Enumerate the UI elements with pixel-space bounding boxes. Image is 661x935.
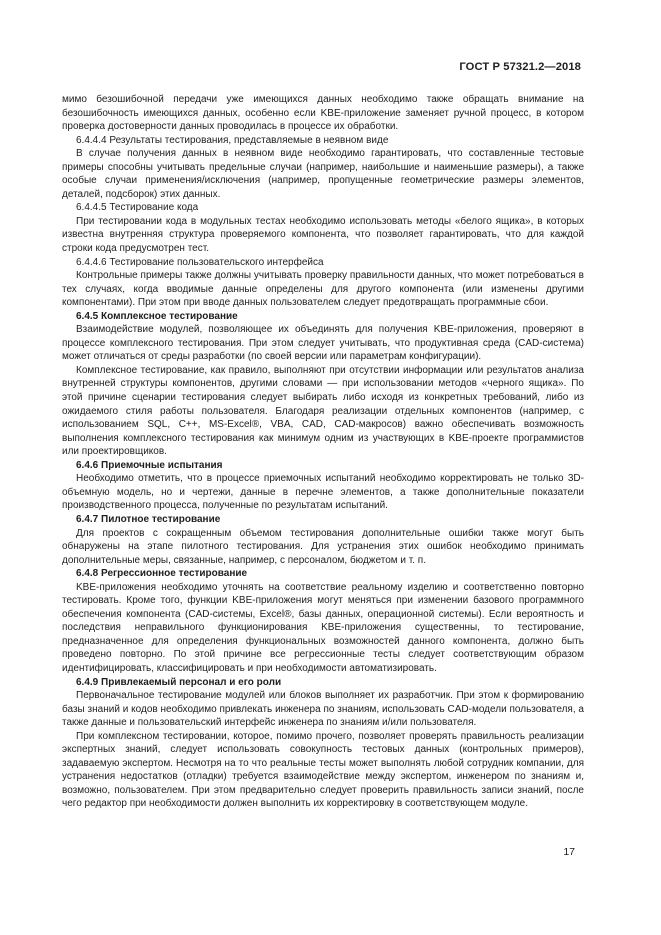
- section-heading: 6.4.8 Регрессионное тестирование: [76, 568, 248, 580]
- paragraph: При тестировании кода в модульных тестах необходимо использовать методы «белого ящика», в которых известна внутренняя структура проверяемого компонента, что позволяет гарантировать, что для каждой строки кода предусмотрен тест.: [62, 215, 584, 255]
- paragraph: Комплексное тестирование, как правило, выполняют при отсутствии информации или результатов анализа внутренней структуры компонентов, другими словами — при использовании методов «черного ящика». По этой причине сценарии тестирования следует выбирать либо исходя из конкретных требований, либо из ожидаемого стиля работы пользователя. Благодаря реализации отдельных компонентов (например, с использованием SQL, C++, MS-Excel®, VBA, CAD, CAD-макросов) важно обеспечивать возможность выполнения комплексного тестирования как минимум одним из участвующих в KBE-проекте программистов или проектировщиков.: [62, 364, 584, 458]
- paragraph: мимо безошибочной передачи уже имеющихся данных необходимо также обращать внимание на безошибочность имеющихся данных, особенно если KBE-приложение заменяет ручной процесс, в котором проверка достоверности данных проводилась в процессе их обработки.: [62, 94, 584, 133]
- section-heading: 6.4.9 Привлекаемый персонал и его роли: [76, 676, 282, 688]
- section-heading: 6.4.5 Комплексное тестирование: [76, 310, 238, 322]
- subsection-heading: 6.4.4.6 Тестирование пользовательского интерфейса: [76, 256, 324, 268]
- standard-header: ГОСТ Р 57321.2—2018: [459, 61, 581, 73]
- paragraph: Для проектов с сокращенным объемом тестирования дополнительные ошибки также могут быть обнаружены на этапе пилотного тестирования. Для устранения этих ошибок необходимо принимать дополнительные меры, связанные, например, с персоналом, бюджетом и т. п.: [62, 527, 584, 566]
- paragraph: При комплексном тестировании, которое, помимо прочего, позволяет проверять правильность реализации экспертных знаний, следует использовать совокупность тестовых данных (контрольных примеров), задаваемую экспертом. Несмотря на то что реальные тесты может выполнять любой сотрудник компании, для устранения недостатков (отладки) требуется взаимодействие между экспертом, инженером по знаниям и, возможно, пользователем. При этом предварительно следует проверить правильность записи знаний, после чего редактор при необходимости должен выполнить их корректировку в соответствующем модуле.: [62, 730, 584, 810]
- paragraph: Необходимо отметить, что в процессе приемочных испытаний необходимо корректировать не только 3D-объемную модель, но и чертежи, данные в перечне элементов, а также дополнительные показатели производственного процесса, полученные по результатам испытаний.: [62, 473, 584, 512]
- paragraph: Взаимодействие модулей, позволяющее их объединять для получения KBE-приложения, проверяют в процессе комплексного тестирования. При этом следует учитывать, что продуктивная среда (CAD-система) может отличаться от среды разработки (по своей версии или параметрам конфигурации).: [62, 324, 584, 363]
- paragraph: KBE-приложения необходимо уточнять на соответствие реальному изделию и соответственно повторно тестировать. Кроме того, функции KBE-приложения могут меняться при изменении базового программного обеспечения компонента (CAD-системы, Excel®, базы данных, операционной системы). Если вероятность и последствия неправильного функционирования KBE-приложения существенны, то тестирование, предназначенное для определения функциональных возможностей данного компонента, должно быть проведено повторно. По этой причине все регрессионные тесты следует соответствующим образом идентифицировать, классифицировать и при необходимости автоматизировать.: [62, 581, 584, 674]
- page-number: 17: [563, 846, 575, 858]
- section-heading: 6.4.6 Приемочные испытания: [76, 459, 223, 471]
- subsection-heading: 6.4.4.5 Тестирование кода: [76, 202, 199, 214]
- section-heading: 6.4.7 Пилотное тестирование: [76, 513, 221, 525]
- paragraph: Контрольные примеры также должны учитывать проверку правильности данных, что может потребоваться в тех случаях, когда вводимые данные определены для другого компонента (или изменены другими компонентами). При этом при вводе данных пользователем следует предотвращать программные сбои.: [62, 270, 584, 309]
- subsection-heading: 6.4.4.4 Результаты тестирования, представляемые в неявном виде: [76, 134, 389, 146]
- paragraph: Первоначальное тестирование модулей или блоков выполняет их разработчик. При этом к формированию базы знаний и кодов необходимо привлекать инженера по знаниям, использовать CAD-модели пользователя, а также данные и пользовательский интерфейс инженера по знаниям и/или пользователя.: [62, 690, 584, 729]
- page-body: [62, 93, 584, 811]
- paragraph: В случае получения данных в неявном виде необходимо гарантировать, что составленные тестовые примеры способны учитывать предельные случаи (например, наибольшие и наименьшие размеры), а также особые случаи применения/исключения (например, пропущенные геометрические размеры элементов, деталей, подсборок) этих данных.: [62, 148, 584, 200]
